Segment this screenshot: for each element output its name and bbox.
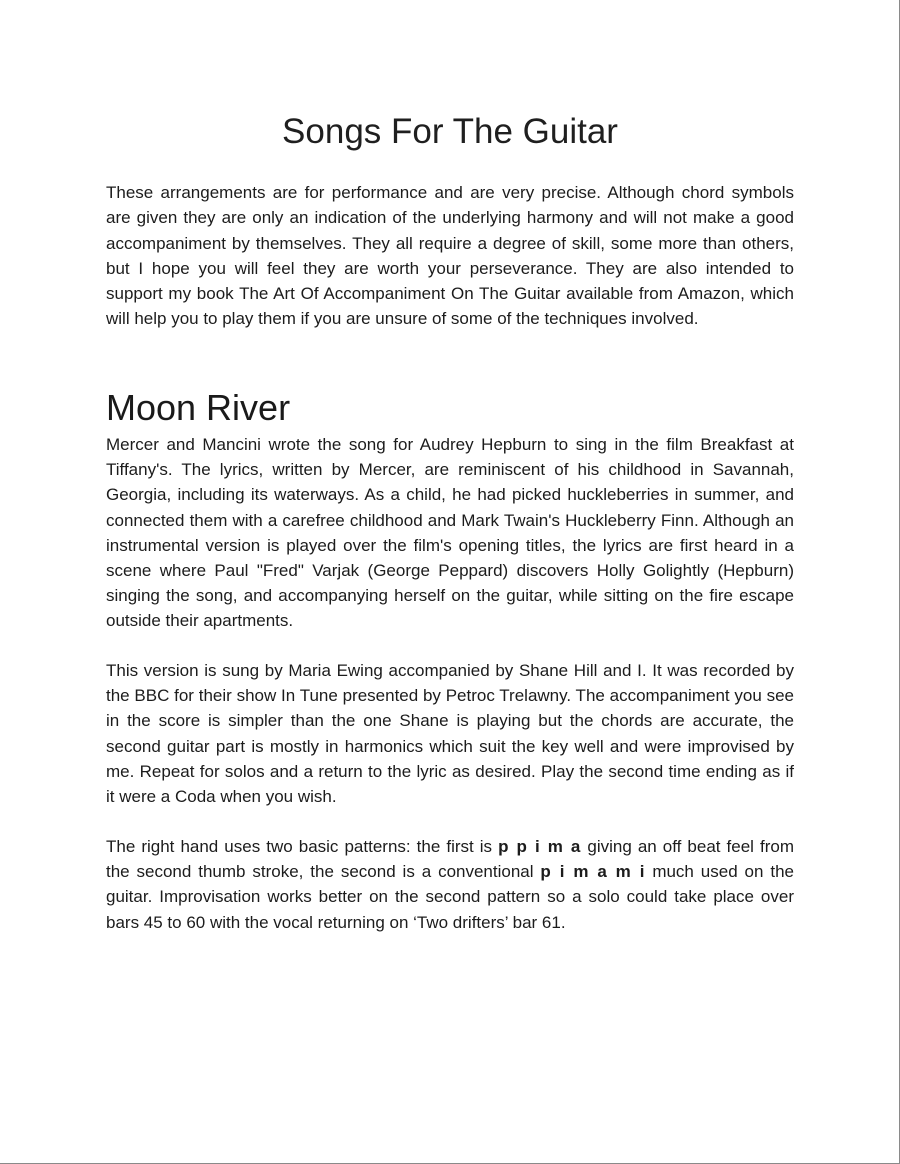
- history-paragraph: Mercer and Mancini wrote the song for Audrey Hepburn to sing in the film Breakfast at Tiffany's. The lyrics, written by Mercer, are reminiscent of his childhood in Savannah, Georgia, including its waterways. As a child, he had picked huckleberries in summer, and connected them with a carefree childhood and Mark Twain's Huckleberry Finn. Although an instrumental version is played over the film's opening titles, the lyrics are first heard in a scene where Paul "Fred" Varjak (George Peppard) discovers Holly Golightly (Hepburn) singing the song, and accompanying herself on the guitar, while sitting on the fire escape outside their apartments.: [106, 435, 794, 631]
- technique-paragraph: [106, 834, 794, 935]
- technique-text-end: much used on the guitar. Improvisation works better on the second pattern so a solo could take place over bars 45 to 60 with the vocal returning on ‘Two drifters’ bar 61.: [106, 862, 794, 932]
- technique-text-start: The right hand uses two basic patterns: the first is: [106, 837, 499, 856]
- pattern-one: p p i m a: [498, 837, 582, 856]
- technique-text-middle: giving an off beat feel from the second thumb stroke, the second is a conventional: [106, 837, 794, 882]
- section-title: Moon River: [106, 387, 291, 428]
- intro-paragraph: These arrangements are for performance and are very precise. Although chord symbols are given they are only an indication of the underlying harmony and will not make a good accompaniment by themselves. They all require a degree of skill, some more than others, but I hope you will feel they are worth your perseverance. They are also intended to support my book The Art Of Accompaniment On The Guitar available from Amazon, which will help you to play them if you are unsure of some of the techniques involved.: [106, 183, 794, 329]
- recording-paragraph: This version is sung by Maria Ewing accompanied by Shane Hill and I. It was recorded by the BBC for their show In Tune presented by Petroc Trelawny. The accompaniment you see in the score is simpler than the one Shane is playing but the chords are accurate, the second guitar part is mostly in harmonics which suit the key well and were improvised by me. Repeat for solos and a return to the lyric as desired. Play the second time ending as if it were a Coda when you wish.: [106, 661, 794, 807]
- document-title: Songs For The Guitar: [282, 112, 618, 151]
- pattern-two: p i m a m i: [540, 862, 646, 882]
